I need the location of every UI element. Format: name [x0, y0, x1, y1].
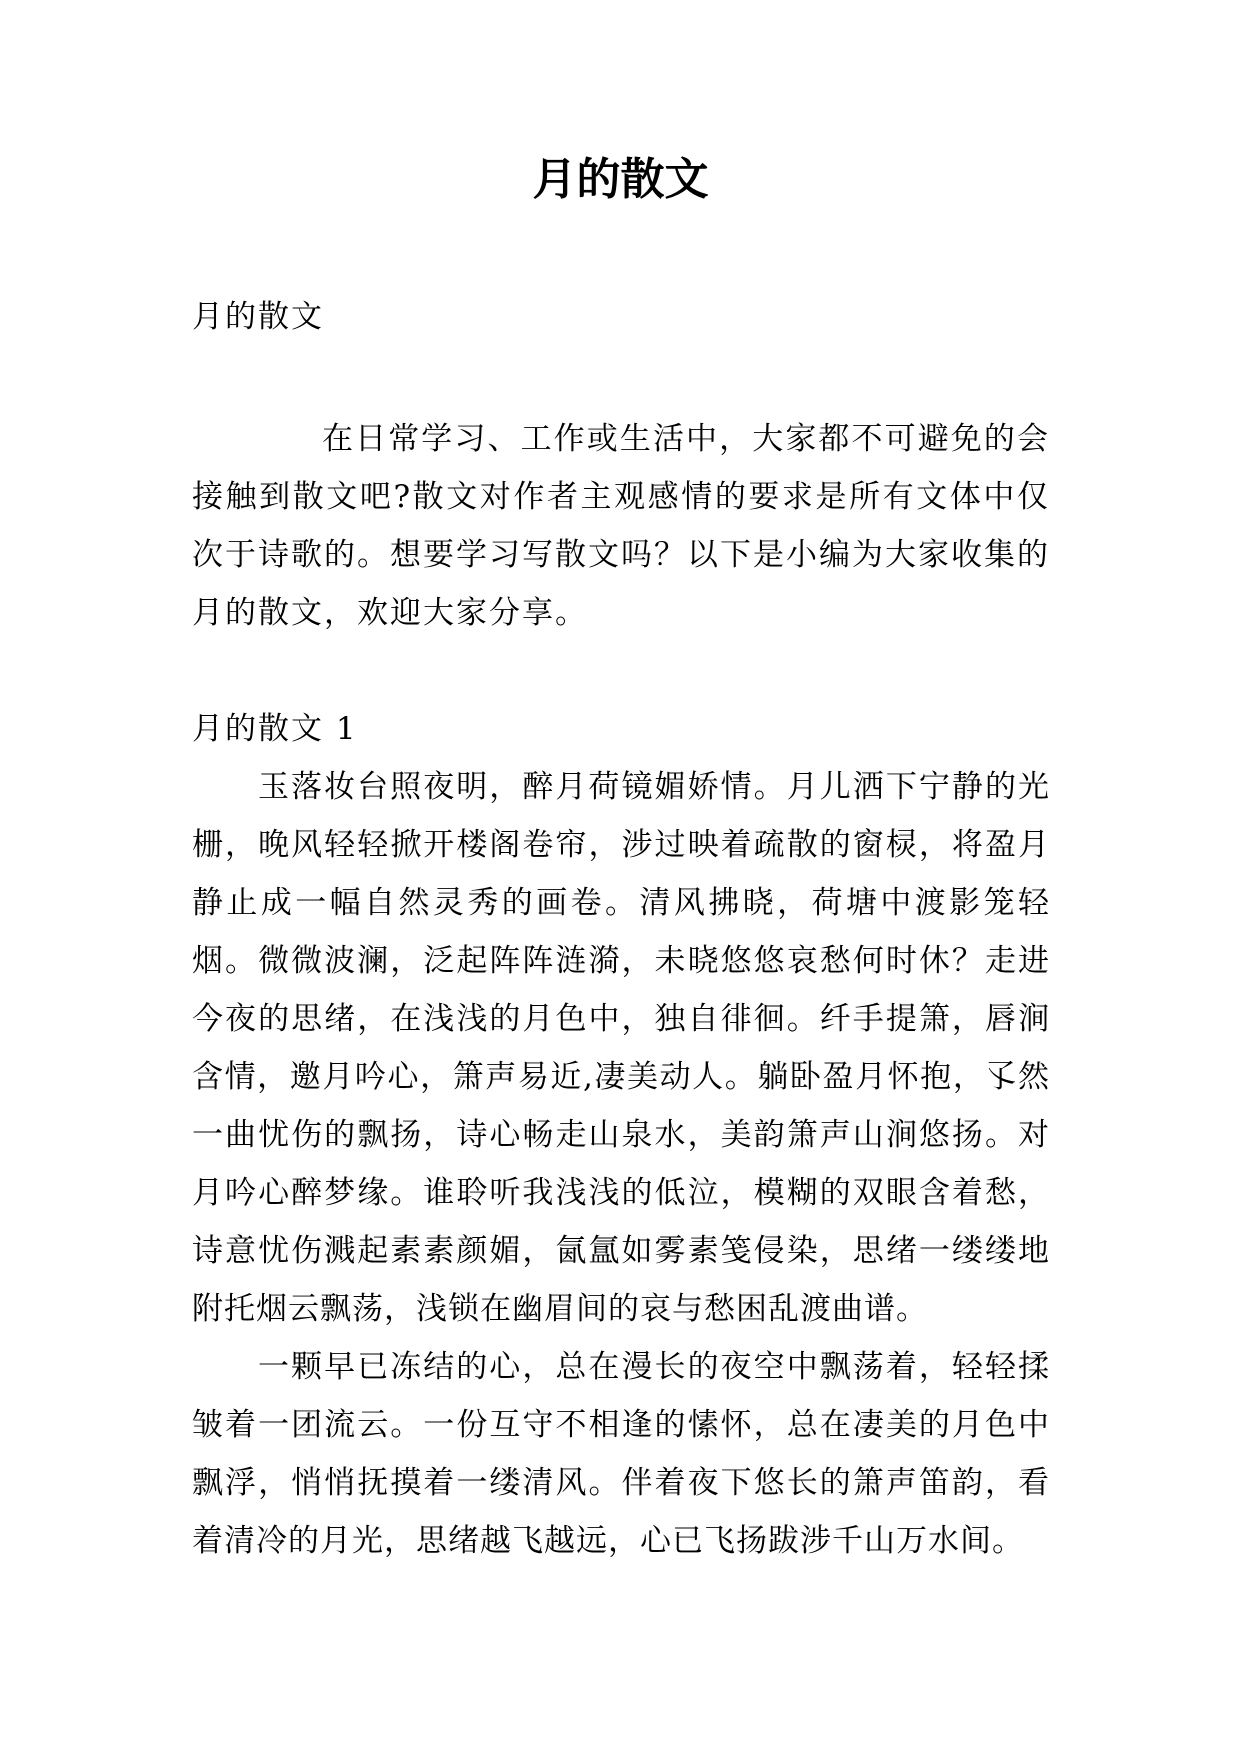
section-title: 月的散文 1: [192, 711, 358, 747]
intro-paragraph: 在日常学习、工作或生活中，大家都不可避免的会接触到散文吧?散文对作者主观感情的要求是所有文体中仅次于诗歌的。想要学习写散文吗？以下是小编为大家收集的月的散文，欢迎大家分享。: [192, 421, 1050, 631]
body-paragraph: 玉落妆台照夜明，醉月荷镜媚娇情。月儿洒下宁静的光栅，晚风轻轻掀开楼阁卷帘，涉过映着疏散的窗棂，将盈月静止成一幅自然灵秀的画卷。清风拂晓，荷塘中渡影笼轻烟。微微波澜，泛起阵阵涟漪，未晓悠悠哀愁何时休？走进今夜的思绪，在浅浅的月色中，独自徘徊。纤手提箫，唇涧含情，邀月吟心，箫声易近,凄美动人。躺卧盈月怀抱，孓然一曲忧伤的飘扬，诗心畅走山泉水，美韵箫声山涧悠扬。对月吟心醉梦缘。谁聆听我浅浅的低泣，模糊的双眼含着愁，诗意忧伤溅起素素颜媚，氤氲如雾素笺侵染，思绪一缕缕地附托烟云飘荡，浅锁在幽眉间的哀与愁困乱渡曲谱。: [192, 769, 1050, 1327]
section-body: [192, 758, 1050, 1570]
document-title: 月的散文: [532, 154, 709, 205]
body-paragraph: 一颗早已冻结的心，总在漫长的夜空中飘荡着，轻轻揉皱着一团流云。一份互守不相逢的愫怀，总在凄美的月色中飘浮，悄悄抚摸着一缕清风。伴着夜下悠长的箫声笛韵，看着清冷的月光，思绪越飞越远，心已飞扬跋涉千山万水间。: [192, 1349, 1050, 1559]
document-subtitle: 月的散文: [192, 299, 324, 335]
